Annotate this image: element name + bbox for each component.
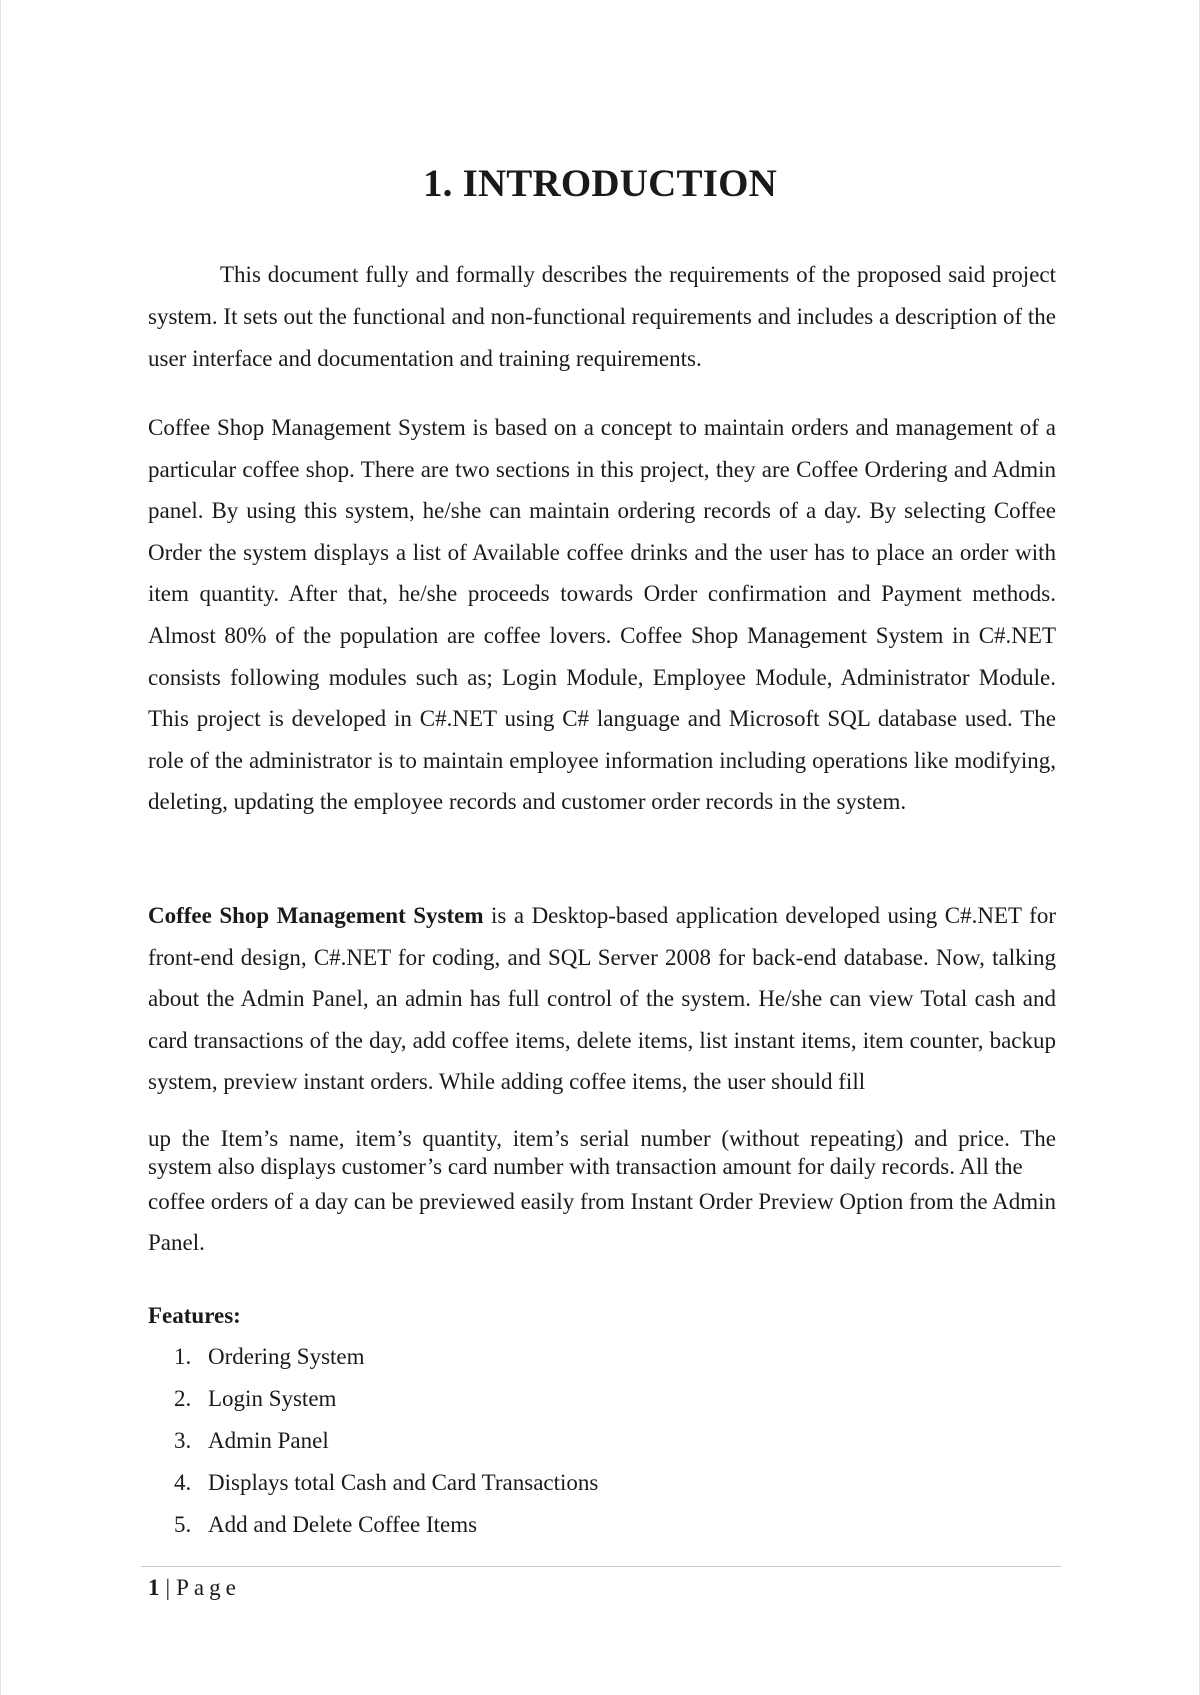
page-label: Page [176,1575,241,1600]
list-item-number: 4. [174,1470,192,1495]
list-item-number: 1. [174,1344,192,1369]
list-item [148,1504,598,1546]
list-item [148,1462,598,1504]
intro-paragraph-5: coffee orders of a day can be previewed easily from Instant Order Preview Option from the Admin Panel. [148,1189,1056,1255]
page-footer [148,1573,241,1603]
intro-paragraph-4: up the Item’s name, item’s quantity, item’s serial number (without repeating) and price. The system also displays customer’s card number with transaction amount for daily records. All the [148,1126,1056,1179]
list-item-text: Admin Panel [208,1428,329,1453]
features-heading: Features: [148,1303,241,1328]
list-item [148,1378,598,1420]
list-item-number: 3. [174,1428,192,1453]
list-item-text: Ordering System [208,1344,365,1369]
intro-paragraph-1: This document fully and formally describes the requirements of the proposed said project system. It sets out the functional and non-functional requirements and includes a description of the user interface and documentation and training requirements. [148,262,1056,371]
intro-paragraph-2: Coffee Shop Management System is based on a concept to maintain orders and management of a particular coffee shop. There are two sections in this project, they are Coffee Ordering and Admin panel. By using this system, he/she can maintain ordering records of a day. By selecting Coffee Order the system displays a list of Available coffee drinks and the user has to place an order with item quantity. After that, he/she proceeds towards Order confirmation and Payment methods. Almost 80% of the population are coffee lovers. Coffee Shop Management System in C#.NET consists following modules such as; Login Module, Employee Module, Administrator Module. This project is developed in C#.NET using C# language and Microsoft SQL database used. The role of the administrator is to maintain employee information including operations like modifying, deleting, updating the employee records and customer order records in the system. [148,415,1056,815]
page-title: 1. INTRODUCTION [422,162,778,205]
list-item-number: 2. [174,1386,192,1411]
paragraph-3-text: is a Desktop-based application developed using C#.NET for front-end design, C#.NET for coding, and SQL Server 2008 for back-end database. Now, talking about the Admin Panel, an admin has full control of the system. He/she can view Total cash and card transactions of the day, add coffee items, delete items, list instant items, item counter, backup system, preview instant orders. While adding coffee items, the user should fill [148,903,1056,1095]
list-item-text: Displays total Cash and Card Transactions [208,1470,599,1495]
features-list [148,1336,598,1546]
list-item-text: Add and Delete Coffee Items [208,1512,478,1537]
list-item [148,1336,598,1378]
list-item [148,1420,598,1462]
page-separator: | [165,1575,171,1600]
list-item-number: 5. [174,1512,192,1537]
system-name-bold: Coffee Shop Management System [148,903,484,928]
list-item-text: Login System [208,1386,337,1411]
intro-paragraph-3 [148,895,1056,1103]
page-number: 1 [148,1575,160,1600]
footer-divider [141,1566,1061,1567]
